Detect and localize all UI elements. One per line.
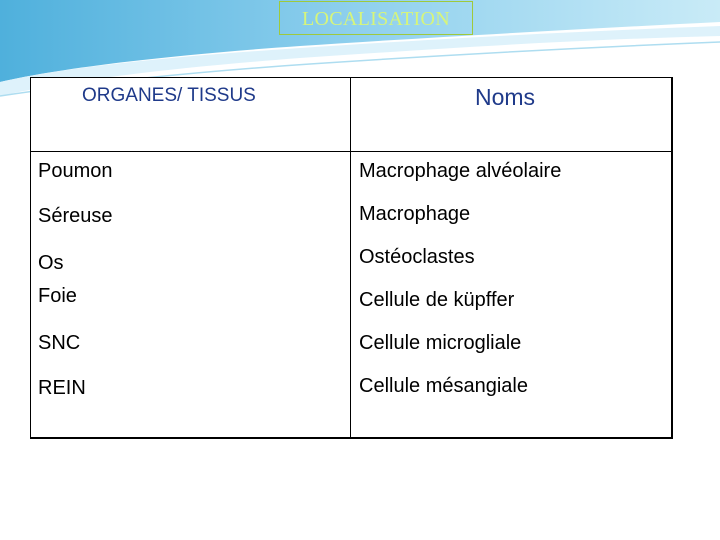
name-cell: Macrophage alvéolaire bbox=[359, 160, 562, 182]
header-noms: Noms bbox=[475, 84, 536, 110]
header-organes-tissus: ORGANES/ TISSUS bbox=[82, 85, 256, 106]
organ-cell: REIN bbox=[38, 377, 86, 399]
header-row-divider bbox=[30, 151, 673, 152]
organ-cell: SNC bbox=[38, 332, 81, 354]
column-divider bbox=[350, 77, 351, 439]
slide-title: LOCALISATION bbox=[279, 1, 473, 35]
organ-cell: Séreuse bbox=[38, 205, 113, 227]
name-cell: Cellule de küpffer bbox=[359, 289, 515, 311]
table-frame bbox=[30, 77, 673, 439]
organ-cell: Poumon bbox=[38, 160, 113, 182]
name-cell: Cellule microgliale bbox=[359, 332, 522, 354]
name-cell: Ostéoclastes bbox=[359, 246, 475, 268]
name-cell: Cellule mésangiale bbox=[359, 375, 528, 397]
organ-cell: Os bbox=[38, 252, 64, 274]
name-cell: Macrophage bbox=[359, 203, 471, 225]
organ-cell: Foie bbox=[38, 285, 77, 307]
